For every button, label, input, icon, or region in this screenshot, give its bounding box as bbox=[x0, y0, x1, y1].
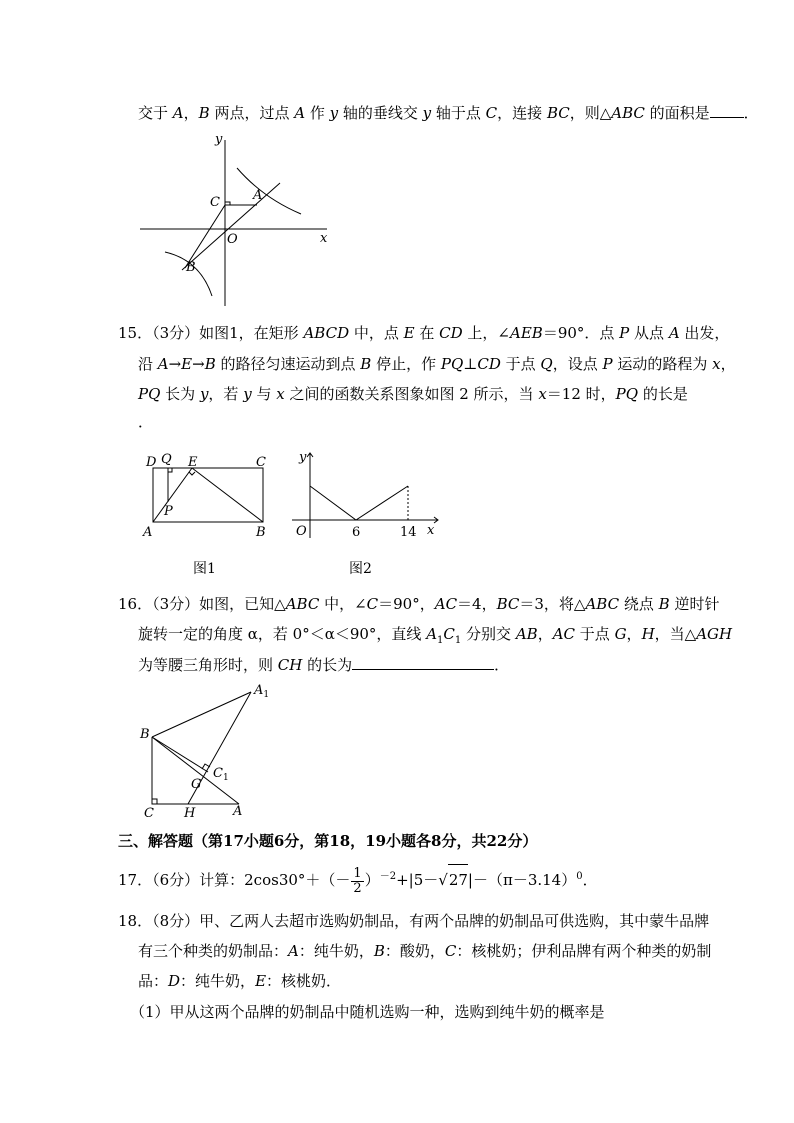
q15-frag: 的路径匀速运动到点 bbox=[215, 355, 361, 373]
q14-figure bbox=[135, 128, 335, 310]
q15-var: PQ bbox=[615, 385, 639, 403]
q16-var: CH bbox=[277, 656, 303, 674]
q15-var: y bbox=[199, 385, 209, 403]
q15-frag: 之间的函数关系图象如图 2 所示，当 bbox=[284, 385, 539, 403]
q18-var: E bbox=[255, 972, 267, 990]
q15-figure-1 bbox=[140, 448, 280, 543]
q16-frag: ＝90°， bbox=[378, 595, 435, 613]
label-d: D bbox=[146, 455, 157, 470]
q18-var: D bbox=[168, 972, 181, 990]
q16-var: ABC bbox=[585, 595, 620, 613]
q18-frag: ：酸奶， bbox=[384, 942, 445, 960]
q16-var: A bbox=[426, 625, 438, 643]
q16-frag: 旋转一定的角度 α，若 0°＜α＜90°，直线 bbox=[138, 625, 427, 643]
q18-var: C bbox=[444, 942, 457, 960]
q16-var: BC bbox=[496, 595, 520, 613]
q18-var: B bbox=[373, 942, 385, 960]
q15-frag: 中，点 bbox=[349, 324, 404, 342]
q18-line-2 bbox=[138, 941, 711, 961]
q16-line-3 bbox=[138, 655, 509, 675]
q15-frag: ，设点 bbox=[552, 355, 603, 373]
sqrt-sign: √ bbox=[438, 871, 448, 889]
q15-frag: 长为 bbox=[160, 385, 200, 403]
q15-frag: 上，∠ bbox=[462, 324, 510, 342]
q15-frag: ＝12 时， bbox=[546, 385, 616, 403]
q15-var: x bbox=[276, 385, 285, 403]
q14-var: A bbox=[172, 104, 184, 122]
right-angle-q bbox=[168, 468, 172, 472]
q15-var: y bbox=[243, 385, 252, 403]
radicand: 27 bbox=[448, 864, 468, 895]
section-heading: 三、解答题（第17小题6分，第18，19小题各8分，共22分） bbox=[118, 832, 538, 850]
q14-var: ABC bbox=[611, 104, 645, 122]
label-c1: $C_1$ bbox=[213, 766, 229, 783]
q15-var: ABCD bbox=[303, 324, 350, 342]
q18-frag: ：核桃奶；伊利品牌有两个种类的奶制 bbox=[456, 942, 712, 960]
line-ab bbox=[182, 183, 280, 270]
label-e: E bbox=[188, 455, 198, 470]
q18-frag: ：核桃奶． bbox=[266, 972, 342, 990]
q16-frag: ． bbox=[494, 656, 510, 674]
q14-var: C bbox=[485, 104, 498, 122]
q18-frag: （1）甲从这两个品牌的奶制品中随机选购一种，选购到纯牛奶的概率是 bbox=[130, 1003, 605, 1021]
q17-frag: ） bbox=[364, 871, 380, 889]
figure-1-caption: 图1 bbox=[193, 561, 216, 577]
q15-var: x bbox=[538, 385, 547, 403]
q15-frag: 在 bbox=[414, 324, 440, 342]
q15-frag: 沿 bbox=[138, 355, 158, 373]
q16-var: H bbox=[641, 625, 655, 643]
point-c-label: C bbox=[210, 195, 220, 210]
q18-frag: 品： bbox=[138, 972, 169, 990]
q14-frag: ，连接 bbox=[497, 104, 547, 122]
q16-var: ABC bbox=[285, 595, 320, 613]
q14-frag: 的面积是 bbox=[644, 104, 710, 122]
q16-var: AC bbox=[552, 625, 576, 643]
q16-frag: ， bbox=[537, 625, 553, 643]
q14-text bbox=[138, 103, 759, 123]
q18-frag: ：纯牛奶， bbox=[180, 972, 256, 990]
q15-var: x bbox=[712, 355, 721, 373]
q15-line-1 bbox=[118, 323, 729, 343]
q14-frag: 作 bbox=[305, 104, 330, 122]
q15-frag: ＝90°．点 bbox=[542, 324, 620, 342]
q16-frag: 逆时针 bbox=[669, 595, 720, 613]
q15-frag: ⊥ bbox=[463, 355, 478, 373]
q16-frag: ，当△ bbox=[654, 625, 697, 643]
exponent: －2 bbox=[379, 871, 397, 882]
q18-line-1 bbox=[118, 911, 709, 931]
q15-var: B bbox=[360, 355, 372, 373]
right-angle-mark bbox=[225, 202, 230, 205]
q16-frag: 为等腰三角形时，则 bbox=[138, 656, 278, 674]
q14-frag: ． bbox=[743, 104, 759, 122]
q15-frag: 从点 bbox=[629, 324, 669, 342]
q15-var: A→E→B bbox=[157, 355, 216, 373]
q18-frag: ：纯牛奶， bbox=[298, 942, 374, 960]
label-p: P bbox=[164, 504, 173, 519]
q15-frag: ， bbox=[720, 355, 736, 373]
q16-var: AB bbox=[515, 625, 538, 643]
q16-frag: 绕点 bbox=[619, 595, 659, 613]
q15-frag: ，若 bbox=[208, 385, 244, 403]
label-a: A bbox=[233, 804, 243, 819]
fraction-numerator: 1 bbox=[353, 865, 362, 881]
x-label: x bbox=[427, 523, 435, 538]
exponent: 0 bbox=[576, 871, 583, 882]
origin-label: O bbox=[227, 232, 238, 247]
q14-frag: 两点，过点 bbox=[209, 104, 295, 122]
origin-label: O bbox=[296, 524, 307, 539]
q16-frag: 分别交 bbox=[461, 625, 516, 643]
q15-var: E bbox=[403, 324, 415, 342]
question-number: 17．（6分） bbox=[118, 871, 200, 889]
label-h: H bbox=[184, 806, 196, 820]
q16-var: AC bbox=[434, 595, 458, 613]
q16-var: C bbox=[366, 595, 379, 613]
q14-var: y bbox=[329, 104, 339, 122]
label-b: B bbox=[256, 525, 266, 540]
q16-frag: 中，∠ bbox=[319, 595, 367, 613]
tick-14: 14 bbox=[400, 525, 417, 540]
q16-frag: ＝4， bbox=[457, 595, 497, 613]
label-b: B bbox=[140, 727, 150, 742]
side-ba1 bbox=[152, 692, 251, 737]
function-graph bbox=[310, 486, 408, 520]
right-angle-c1 bbox=[202, 764, 210, 769]
q17-frag: |－（π－3.14） bbox=[467, 871, 577, 889]
q16-var: G bbox=[614, 625, 627, 643]
x-label: x bbox=[320, 231, 328, 246]
q16-figure bbox=[136, 680, 286, 820]
q15-var: P bbox=[602, 355, 613, 373]
q18-line-4 bbox=[130, 1002, 605, 1022]
label-c: C bbox=[144, 806, 154, 820]
q15-var: A bbox=[668, 324, 680, 342]
q15-frag: 的长是 bbox=[638, 385, 688, 403]
q16-frag: ＝3，将△ bbox=[519, 595, 586, 613]
q15-frag: 出发， bbox=[679, 324, 730, 342]
q15-figure-2 bbox=[290, 448, 445, 543]
q17-frag: 计算：2cos30°＋（－ bbox=[199, 871, 351, 889]
q15-var: PQ bbox=[138, 385, 161, 403]
q15-line-4 bbox=[138, 412, 153, 432]
q16-var: AGH bbox=[696, 625, 733, 643]
hyperbola-branch-1 bbox=[237, 168, 301, 214]
y-label: y bbox=[215, 132, 223, 147]
q15-var: CD bbox=[477, 355, 501, 373]
q14-var: B bbox=[198, 104, 210, 122]
answer-blank[interactable] bbox=[352, 655, 494, 670]
q15-frag: 于点 bbox=[500, 355, 541, 373]
q18-line-3 bbox=[138, 971, 341, 991]
q15-var: CD bbox=[439, 324, 463, 342]
q18-frag: 甲、乙两人去超市选购奶制品，有两个品牌的奶制品可供选购，其中蒙牛品牌 bbox=[199, 912, 710, 930]
label-a1: $A_1$ bbox=[254, 683, 270, 700]
q15-frag: 运动的路程为 bbox=[612, 355, 713, 373]
fraction-denominator: 2 bbox=[353, 880, 362, 896]
q18-frag: 有三个种类的奶制品： bbox=[138, 942, 289, 960]
q16-frag: ， bbox=[626, 625, 642, 643]
right-angle-c bbox=[152, 799, 157, 804]
q18-var: A bbox=[288, 942, 299, 960]
y-label: y bbox=[299, 450, 307, 465]
q16-frag: 如图，已知△ bbox=[199, 595, 286, 613]
q15-frag: 与 bbox=[251, 385, 277, 403]
q15-frag: 如图1，在矩形 bbox=[199, 324, 304, 342]
q15-frag: 停止，作 bbox=[371, 355, 441, 373]
q16-var: B bbox=[658, 595, 670, 613]
side-ab bbox=[152, 737, 239, 804]
q16-frag: 于点 bbox=[575, 625, 615, 643]
q15-var: Q bbox=[540, 355, 553, 373]
q17-frag: +|5－ bbox=[396, 871, 439, 889]
q14-frag: 交于 bbox=[138, 104, 173, 122]
figure-2-caption: 图2 bbox=[349, 561, 372, 577]
q16-line-2 bbox=[138, 624, 732, 651]
fraction-half bbox=[351, 867, 363, 896]
point-b-label: B bbox=[186, 260, 196, 275]
label-q: Q bbox=[161, 452, 172, 467]
q15-frag: ． bbox=[138, 413, 154, 431]
q16-var: C bbox=[443, 625, 455, 643]
label-g: G bbox=[191, 777, 202, 792]
side-bc1 bbox=[152, 737, 208, 772]
q15-var: P bbox=[619, 324, 630, 342]
q17-line bbox=[118, 862, 598, 896]
question-number: 15．（3分） bbox=[118, 324, 200, 342]
q15-var: PQ bbox=[440, 355, 464, 373]
q14-var: BC bbox=[546, 104, 570, 122]
q14-frag: ， bbox=[183, 104, 199, 122]
q14-var: A bbox=[294, 104, 306, 122]
q16-sub: 1 bbox=[437, 635, 444, 646]
label-a: A bbox=[143, 525, 153, 540]
q14-var: y bbox=[422, 104, 432, 122]
q17-frag: ． bbox=[582, 871, 598, 889]
question-number: 16．（3分） bbox=[118, 595, 200, 613]
segment-eb bbox=[192, 468, 263, 522]
q16-sub: 1 bbox=[454, 635, 462, 646]
label-c: C bbox=[256, 455, 266, 470]
right-angle-e bbox=[189, 472, 195, 475]
q15-var: AEB bbox=[510, 324, 543, 342]
q15-line-2 bbox=[138, 354, 736, 374]
q15-line-3 bbox=[138, 384, 688, 404]
tick-6: 6 bbox=[352, 525, 361, 540]
q14-frag: ，则△ bbox=[569, 104, 612, 122]
q14-frag: 轴的垂线交 bbox=[338, 104, 423, 122]
point-a-label: A bbox=[253, 188, 263, 203]
question-number: 18．（8分） bbox=[118, 912, 200, 930]
q16-frag: 的长为 bbox=[302, 656, 353, 674]
q14-frag: 轴于点 bbox=[431, 104, 486, 122]
answer-blank[interactable] bbox=[710, 103, 744, 118]
q16-line-1 bbox=[118, 594, 719, 614]
